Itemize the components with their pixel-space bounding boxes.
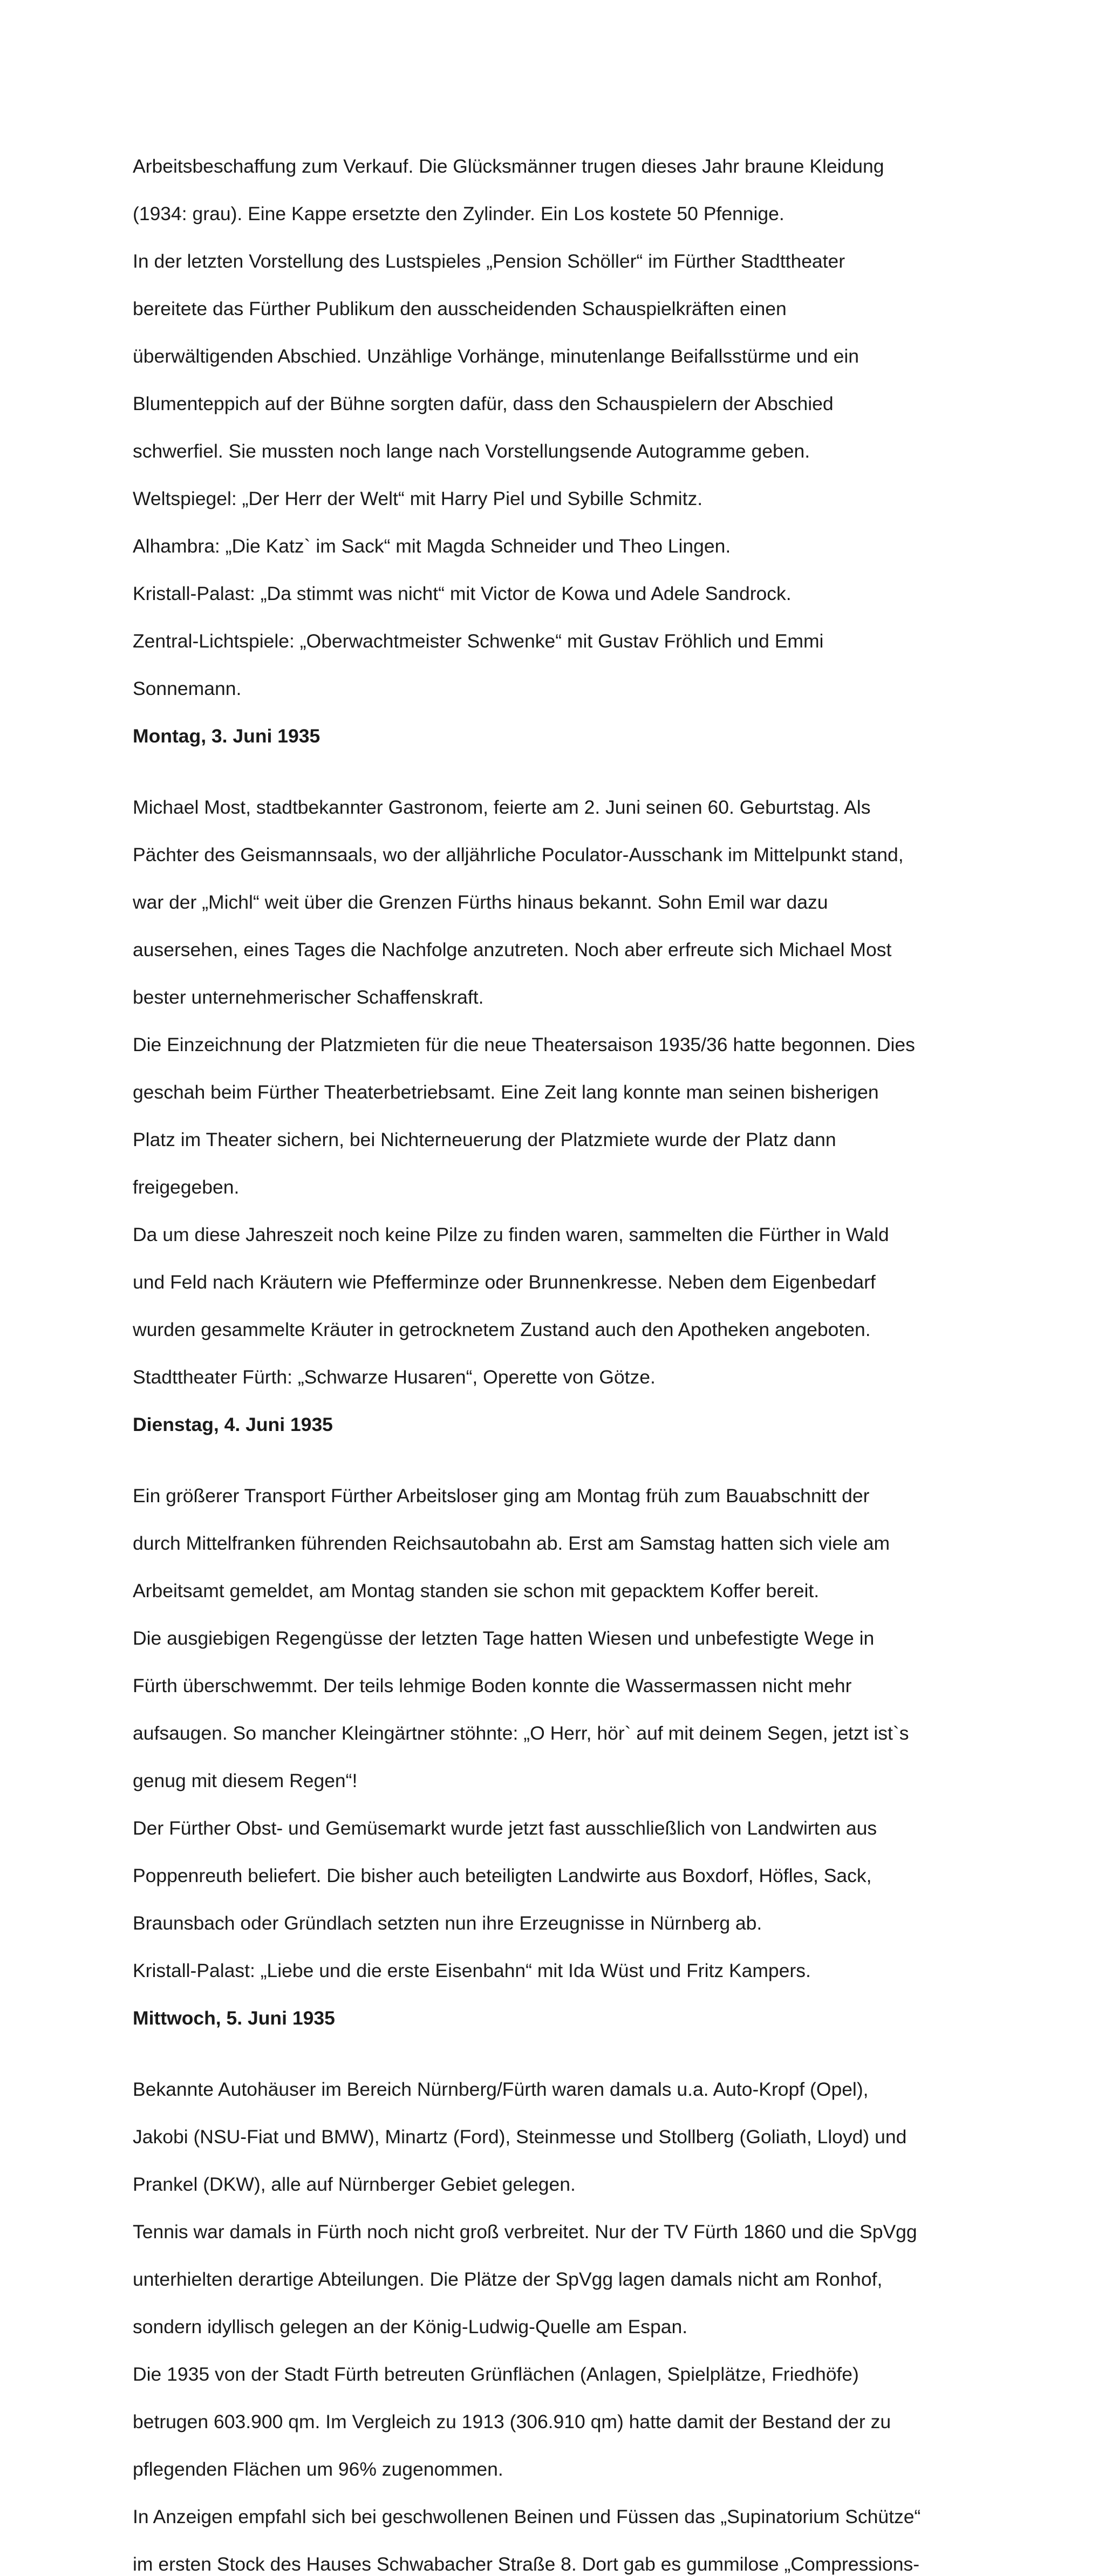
text-line: Die 1935 von der Stadt Fürth betreuten Grünflächen (Anlagen, Spielplätze, Friedhöfe) [133, 2363, 859, 2385]
text-line: Pächter des Geismannsaals, wo der alljährliche Poculator-Ausschank im Mittelpunkt stand, [133, 844, 904, 866]
text-line: aufsaugen. So mancher Kleingärtner stöhnte: „O Herr, hör` auf mit deinem Segen, jetzt ist`s [133, 1722, 909, 1744]
text-line: (1934: grau). Eine Kappe ersetzte den Zylinder. Ein Los kostete 50 Pfennige. [133, 203, 785, 224]
text-line: ausersehen, eines Tages die Nachfolge anzutreten. Noch aber erfreute sich Michael Most [133, 939, 892, 960]
text-line: Fürth überschwemmt. Der teils lehmige Boden konnte die Wassermassen nicht mehr [133, 1675, 852, 1696]
text-line: bester unternehmerischer Schaffenskraft. [133, 986, 484, 1008]
text-line: Arbeitsamt gemeldet, am Montag standen sie schon mit gepacktem Koffer bereit. [133, 1580, 820, 1602]
date-heading-montag: Montag, 3. Juni 1935 [133, 725, 320, 747]
paragraph-montag [133, 772, 985, 1389]
text-line: Kristall-Palast: „Da stimmt was nicht“ mit Victor de Kowa und Adele Sandrock. [133, 583, 792, 604]
date-heading-mittwoch: Mittwoch, 5. Juni 1935 [133, 2007, 335, 2029]
text-line: im ersten Stock des Hauses Schwabacher Straße 8. Dort gab es gummilose „Compressions- [133, 2553, 920, 2575]
text-line: bereitete das Fürther Publikum den ausscheidenden Schauspielkräften einen [133, 298, 787, 319]
text-line: Prankel (DKW), alle auf Nürnberger Gebiet gelegen. [133, 2173, 576, 2195]
text-line: Alhambra: „Die Katz` im Sack“ mit Magda Schneider und Theo Lingen. [133, 535, 731, 557]
text-line: war der „Michl“ weit über die Grenzen Fürths hinaus bekannt. Sohn Emil war dazu [133, 891, 828, 913]
paragraph-mittwoch [133, 2054, 985, 2576]
text-line: geschah beim Fürther Theaterbetriebsamt. Eine Zeit lang konnte man seinen bisherigen [133, 1081, 879, 1103]
text-line: freigegeben. [133, 1176, 240, 1198]
text-line: Die ausgiebigen Regengüsse der letzten Tage hatten Wiesen und unbefestigte Wege in [133, 1627, 875, 1649]
text-line: wurden gesammelte Kräuter in getrocknetem Zustand auch den Apotheken angeboten. [133, 1319, 871, 1340]
text-line: Tennis war damals in Fürth noch nicht groß verbreitet. Nur der TV Fürth 1860 und die SpVgg [133, 2221, 917, 2243]
text-line: Weltspiegel: „Der Herr der Welt“ mit Harry Piel und Sybille Schmitz. [133, 488, 703, 509]
text-line: Braunsbach oder Gründlach setzten nun ihre Erzeugnisse in Nürnberg ab. [133, 1912, 762, 1934]
text-line: Sonnemann. [133, 678, 242, 699]
text-line: Blumenteppich auf der Bühne sorgten dafür, dass den Schauspielern der Abschied [133, 393, 834, 414]
text-line: Michael Most, stadtbekannter Gastronom, feierte am 2. Juni seinen 60. Geburtstag. Als [133, 796, 871, 818]
text-line: überwältigenden Abschied. Unzählige Vorhänge, minutenlange Beifallsstürme und ein [133, 345, 859, 367]
text-line: Kristall-Palast: „Liebe und die erste Eisenbahn“ mit Ida Wüst und Fritz Kampers. [133, 1960, 811, 1981]
text-line: pflegenden Flächen um 96% zugenommen. [133, 2458, 503, 2480]
text-line: Poppenreuth beliefert. Die bisher auch beteiligten Landwirte aus Boxdorf, Höfles, Sack, [133, 1865, 872, 1886]
text-line: schwerfiel. Sie mussten noch lange nach Vorstellungsende Autogramme geben. [133, 440, 810, 462]
text-line: sondern idyllisch gelegen an der König-Ludwig-Quelle am Espan. [133, 2316, 688, 2338]
paragraph-dienstag [133, 1460, 985, 1982]
text-line: betrugen 603.900 qm. Im Vergleich zu 1913 (306.910 qm) hatte damit der Bestand der zu [133, 2411, 891, 2432]
paragraph-intro [133, 131, 985, 700]
text-line: In Anzeigen empfahl sich bei geschwollenen Beinen und Füssen das „Supinatorium Schütze“ [133, 2506, 921, 2527]
text-line: In der letzten Vorstellung des Lustspieles „Pension Schöller“ im Fürther Stadttheater [133, 250, 845, 272]
text-line: unterhielten derartige Abteilungen. Die Plätze der SpVgg lagen damals nicht am Ronhof, [133, 2268, 883, 2290]
text-line: Bekannte Autohäuser im Bereich Nürnberg/Fürth waren damals u.a. Auto-Kropf (Opel), [133, 2078, 869, 2100]
text-line: Jakobi (NSU-Fiat und BMW), Minartz (Ford), Steinmesse und Stollberg (Goliath, Lloyd) und [133, 2126, 907, 2148]
date-heading-dienstag: Dienstag, 4. Juni 1935 [133, 1414, 333, 1435]
text-line: durch Mittelfranken führenden Reichsautobahn ab. Erst am Samstag hatten sich viele am [133, 1532, 890, 1554]
text-line: Platz im Theater sichern, bei Nichterneuerung der Platzmiete wurde der Platz dann [133, 1129, 836, 1150]
text-line: Zentral-Lichtspiele: „Oberwachtmeister Schwenke“ mit Gustav Fröhlich und Emmi [133, 630, 824, 652]
text-line: Ein größerer Transport Fürther Arbeitsloser ging am Montag früh zum Bauabschnitt der [133, 1485, 870, 1507]
text-line: Die Einzeichnung der Platzmieten für die neue Theatersaison 1935/36 hatte begonnen. Dies [133, 1034, 915, 1055]
text-line: Der Fürther Obst- und Gemüsemarkt wurde jetzt fast ausschließlich von Landwirten aus [133, 1817, 877, 1839]
document-page [133, 131, 985, 2576]
text-line: Stadttheater Fürth: „Schwarze Husaren“, Operette von Götze. [133, 1366, 656, 1388]
text-line: genug mit diesem Regen“! [133, 1770, 358, 1791]
text-line: Arbeitsbeschaffung zum Verkauf. Die Glücksmänner trugen dieses Jahr braune Kleidung [133, 155, 884, 177]
text-line: und Feld nach Kräutern wie Pfefferminze oder Brunnenkresse. Neben dem Eigenbedarf [133, 1271, 876, 1293]
text-line: Da um diese Jahreszeit noch keine Pilze zu finden waren, sammelten die Fürther in Wald [133, 1224, 889, 1245]
